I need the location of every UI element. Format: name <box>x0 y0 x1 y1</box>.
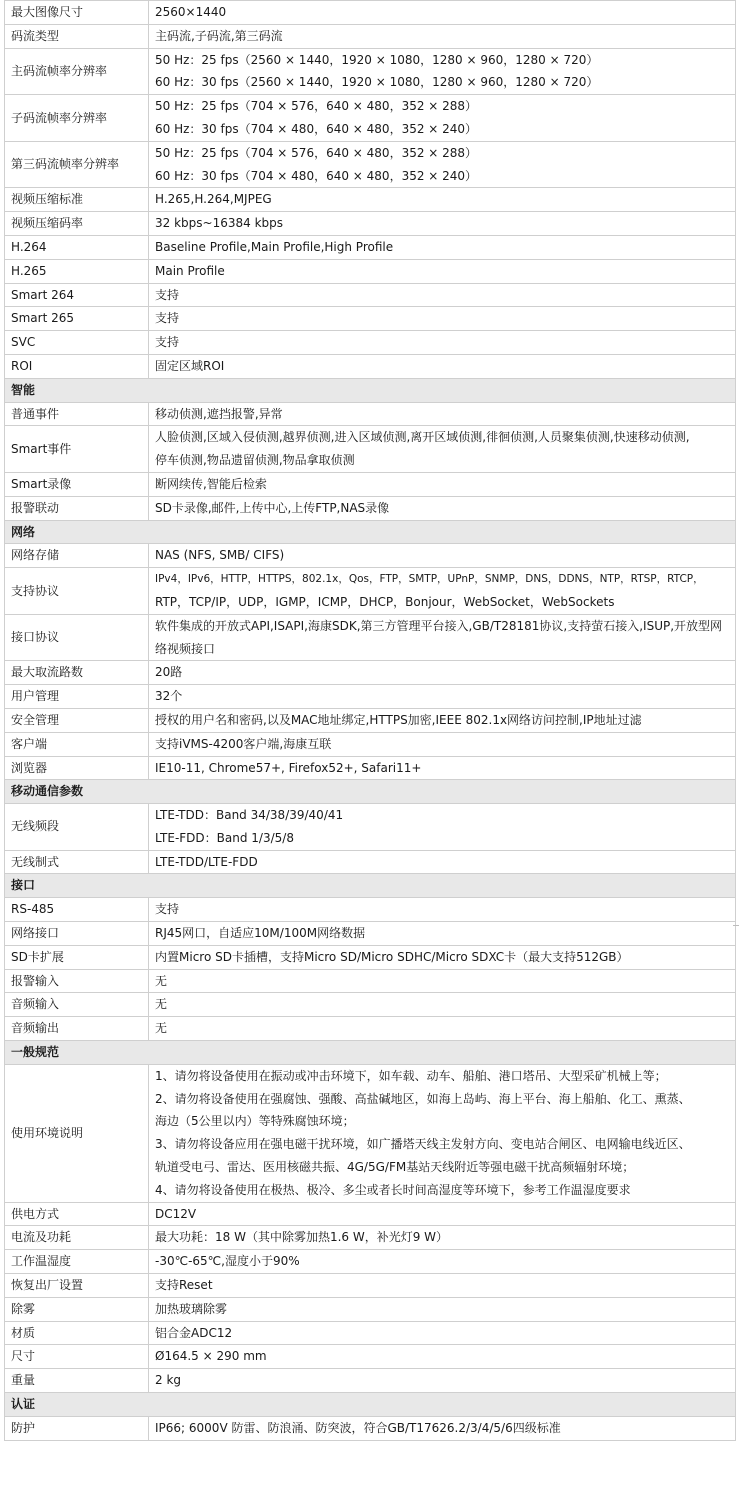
spec-key: 工作温湿度 <box>5 1250 149 1274</box>
spec-key: 重量 <box>5 1369 149 1393</box>
spec-row <box>5 1 736 25</box>
spec-value-line: LTE-FDD：Band 1/3/5/8 <box>155 830 294 845</box>
spec-row <box>5 685 736 709</box>
spec-row <box>5 1250 736 1274</box>
spec-key: 普通事件 <box>5 402 149 426</box>
spec-key: 浏览器 <box>5 756 149 780</box>
spec-row <box>5 898 736 922</box>
spec-value <box>149 1321 736 1345</box>
spec-row <box>5 945 736 969</box>
spec-row <box>5 1345 736 1369</box>
spec-value <box>149 402 736 426</box>
spec-value <box>149 1064 736 1202</box>
section-title: 认证 <box>5 1393 736 1417</box>
spec-key: 防护 <box>5 1416 149 1440</box>
spec-key: 电流及功耗 <box>5 1226 149 1250</box>
spec-value-line: 轨道受电弓、雷达、医用核磁共振、4G/5G/FM基站天线附近等强电磁干扰高频辐射环境； <box>155 1160 635 1175</box>
spec-row <box>5 732 736 756</box>
spec-key: 无线频段 <box>5 804 149 851</box>
spec-row <box>5 661 736 685</box>
spec-row <box>5 993 736 1017</box>
spec-value-line: 支持 <box>155 311 180 326</box>
spec-value <box>149 307 736 331</box>
spec-row <box>5 614 736 661</box>
spec-row <box>5 1274 736 1298</box>
spec-value <box>149 945 736 969</box>
spec-value-line: IPv4，IPv6，HTTP，HTTPS，802.1x，Qos，FTP，SMTP，UPnP，SNMP，DNS，DDNS，NTP，RTSP，RTCP， <box>155 573 704 586</box>
spec-key: 视频压缩码率 <box>5 212 149 236</box>
spec-value <box>149 1297 736 1321</box>
spec-value-line: 主码流,子码流,第三码流 <box>155 28 283 43</box>
spec-value-line: IP66; 6000V 防雷、防浪涌、防突波，符合GB/T17626.2/3/4/5/6四级标准 <box>155 1420 561 1435</box>
spec-key: SVC <box>5 331 149 355</box>
spec-value-line: 海边（5公里以内）等特殊腐蚀环境； <box>155 1114 355 1129</box>
spec-row <box>5 850 736 874</box>
spec-value <box>149 685 736 709</box>
spec-key: 最大取流路数 <box>5 661 149 685</box>
spec-key: 音频输入 <box>5 993 149 1017</box>
spec-key: 材质 <box>5 1321 149 1345</box>
spec-value <box>149 1274 736 1298</box>
section-header-row <box>5 874 736 898</box>
spec-value-line: 60 Hz：30 fps（704 × 480，640 × 480，352 × 240） <box>155 168 478 183</box>
spec-row <box>5 708 736 732</box>
spec-row <box>5 1369 736 1393</box>
spec-row <box>5 1202 736 1226</box>
spec-value-line: Ø164.5 × 290 mm <box>155 1349 267 1364</box>
spec-value <box>149 898 736 922</box>
spec-value-line: RTP，TCP/IP，UDP，IGMP，ICMP，DHCP，Bonjour，WebSocket，WebSockets <box>155 594 615 609</box>
spec-value <box>149 993 736 1017</box>
spec-value-line: 支持 <box>155 902 180 917</box>
spec-key: Smart事件 <box>5 426 149 473</box>
spec-value <box>149 1226 736 1250</box>
spec-key: 供电方式 <box>5 1202 149 1226</box>
section-title: 接口 <box>5 874 736 898</box>
spec-value-line: 支持 <box>155 335 180 350</box>
spec-row <box>5 283 736 307</box>
spec-value-line: LTE-TDD/LTE-FDD <box>155 854 258 869</box>
spec-value <box>149 1345 736 1369</box>
spec-value <box>149 235 736 259</box>
spec-key: 最大图像尺寸 <box>5 1 149 25</box>
spec-key: 无线制式 <box>5 850 149 874</box>
spec-key: 使用环境说明 <box>5 1064 149 1202</box>
spec-value <box>149 496 736 520</box>
spec-row <box>5 212 736 236</box>
section-title: 智能 <box>5 378 736 402</box>
spec-value <box>149 1017 736 1041</box>
spec-value-line: 固定区域ROI <box>155 358 225 373</box>
section-title: 网络 <box>5 520 736 544</box>
spec-key: 网络接口 <box>5 922 149 946</box>
spec-value <box>149 1202 736 1226</box>
spec-key: 恢复出厂设置 <box>5 1274 149 1298</box>
spec-value-line: 1、请勿将设备使用在振动或冲击环境下，如车载、动车、船舶、港口塔吊、大型采矿机械上等； <box>155 1068 667 1083</box>
spec-table <box>4 0 736 1441</box>
spec-row <box>5 426 736 473</box>
spec-row <box>5 1297 736 1321</box>
spec-value-line: 32 kbps~16384 kbps <box>155 216 283 231</box>
spec-value-line: 最大功耗：18 W（其中除雾加热1.6 W，补光灯9 W） <box>155 1230 449 1245</box>
spec-row <box>5 188 736 212</box>
spec-value <box>149 212 736 236</box>
spec-key: H.264 <box>5 235 149 259</box>
spec-key: SD卡扩展 <box>5 945 149 969</box>
spec-row <box>5 1017 736 1041</box>
spec-key: 网络存储 <box>5 544 149 568</box>
spec-value <box>149 732 736 756</box>
spec-value-line: 50 Hz：25 fps（704 × 576，640 × 480，352 × 288） <box>155 99 478 114</box>
section-header-row <box>5 378 736 402</box>
spec-key: ROI <box>5 354 149 378</box>
spec-key: 视频压缩标准 <box>5 188 149 212</box>
spec-key: 报警联动 <box>5 496 149 520</box>
spec-key: Smart 265 <box>5 307 149 331</box>
section-header-row <box>5 520 736 544</box>
spec-key: 主码流帧率分辨率 <box>5 48 149 95</box>
section-title: 移动通信参数 <box>5 780 736 804</box>
spec-value <box>149 1416 736 1440</box>
spec-value <box>149 756 736 780</box>
spec-value <box>149 1 736 25</box>
spec-row <box>5 235 736 259</box>
spec-value-line: 停车侦测,物品遗留侦测,物品拿取侦测 <box>155 453 355 468</box>
spec-value-line: Main Profile <box>155 263 225 278</box>
spec-value-line: 无 <box>155 1021 168 1036</box>
spec-row <box>5 969 736 993</box>
spec-value-line: 移动侦测,遮挡报警,异常 <box>155 406 283 421</box>
spec-key: 用户管理 <box>5 685 149 709</box>
spec-value <box>149 1369 736 1393</box>
spec-value-line: 2 kg <box>155 1373 182 1388</box>
spec-row <box>5 756 736 780</box>
spec-row <box>5 544 736 568</box>
section-header-row <box>5 1393 736 1417</box>
spec-row <box>5 472 736 496</box>
spec-row <box>5 141 736 188</box>
spec-value-line: 加热玻璃除雾 <box>155 1301 228 1316</box>
spec-value <box>149 331 736 355</box>
spec-value <box>149 354 736 378</box>
spec-value-line: 软件集成的开放式API,ISAPI,海康SDK,第三方管理平台接入,GB/T28181协议,支持萤石接入,ISUP,开放型网 <box>155 618 723 633</box>
spec-value <box>149 426 736 473</box>
spec-value <box>149 568 736 615</box>
section-title: 一般规范 <box>5 1041 736 1065</box>
spec-value <box>149 283 736 307</box>
spec-value <box>149 969 736 993</box>
spec-value-line: 4、请勿将设备使用在极热、极冷、多尘或者长时间高湿度等环境下，参考工作温湿度要求 <box>155 1182 631 1197</box>
spec-row <box>5 1416 736 1440</box>
spec-row <box>5 1321 736 1345</box>
spec-value <box>149 24 736 48</box>
spec-key: 安全管理 <box>5 708 149 732</box>
spec-value-line: Baseline Profile,Main Profile,High Profile <box>155 239 394 254</box>
spec-value-line: 50 Hz：25 fps（2560 × 1440，1920 × 1080，1280 × 960，1280 × 720） <box>155 52 599 67</box>
spec-value <box>149 614 736 661</box>
spec-value-line: 60 Hz：30 fps（704 × 480，640 × 480，352 × 240） <box>155 121 478 136</box>
spec-row <box>5 95 736 142</box>
spec-value-line: NAS (NFS, SMB/ CIFS) <box>155 548 285 563</box>
spec-value-line: DC12V <box>155 1206 197 1221</box>
spec-value-line: 50 Hz：25 fps（704 × 576，640 × 480，352 × 288） <box>155 145 478 160</box>
spec-value <box>149 708 736 732</box>
spec-key: Smart 264 <box>5 283 149 307</box>
spec-value <box>149 472 736 496</box>
spec-value-line: H.265,H.264,MJPEG <box>155 192 272 207</box>
spec-value <box>149 661 736 685</box>
spec-key: 码流类型 <box>5 24 149 48</box>
spec-value <box>149 544 736 568</box>
spec-value-line: 3、请勿将设备应用在强电磁干扰环境，如广播塔天线主发射方向、变电站合闸区、电网输电线近区、 <box>155 1137 691 1152</box>
spec-value-line: 60 Hz：30 fps（2560 × 1440，1920 × 1080，1280 × 960，1280 × 720） <box>155 75 599 90</box>
spec-key: 支持协议 <box>5 568 149 615</box>
spec-value <box>149 850 736 874</box>
spec-value-line: 支持 <box>155 287 180 302</box>
spec-value-line: 2、请勿将设备使用在强腐蚀、强酸、高盐碱地区，如海上岛屿、海上平台、海上船舶、化工、熏蒸、 <box>155 1091 691 1106</box>
spec-key: Smart录像 <box>5 472 149 496</box>
spec-value <box>149 922 736 946</box>
spec-row <box>5 1226 736 1250</box>
spec-value <box>149 48 736 95</box>
spec-key: RS-485 <box>5 898 149 922</box>
spec-row <box>5 307 736 331</box>
spec-key: H.265 <box>5 259 149 283</box>
spec-value-line: 支持iVMS-4200客户端,海康互联 <box>155 736 332 751</box>
spec-key: 尺寸 <box>5 1345 149 1369</box>
spec-value-line: 无 <box>155 997 168 1012</box>
spec-value <box>149 259 736 283</box>
spec-value <box>149 141 736 188</box>
spec-value <box>149 95 736 142</box>
spec-value <box>149 1250 736 1274</box>
spec-row <box>5 48 736 95</box>
spec-row <box>5 804 736 851</box>
spec-value-line: 20路 <box>155 665 183 680</box>
spec-value-line: 2560×1440 <box>155 5 227 19</box>
spec-value-line: SD卡录像,邮件,上传中心,上传FTP,NAS录像 <box>155 500 390 515</box>
spec-value-line: 断网续传,智能后检索 <box>155 476 267 491</box>
spec-row <box>5 1064 736 1202</box>
spec-key: 除雾 <box>5 1297 149 1321</box>
section-header-row <box>5 1041 736 1065</box>
spec-value-line: LTE-TDD：Band 34/38/39/40/41 <box>155 808 344 823</box>
spec-value-line: 支持Reset <box>155 1278 213 1293</box>
spec-value <box>149 188 736 212</box>
spec-key: 子码流帧率分辨率 <box>5 95 149 142</box>
spec-key: 报警输入 <box>5 969 149 993</box>
spec-value-line: RJ45网口，自适应10M/100M网络数据 <box>155 926 366 941</box>
spec-table-body <box>5 1 736 1441</box>
spec-value-line: 人脸侦测,区域入侵侦测,越界侦测,进入区域侦测,离开区域侦测,徘徊侦测,人员聚集侦测,快速移动侦测, <box>155 430 690 445</box>
spec-row <box>5 331 736 355</box>
spec-value-line: 络视频接口 <box>155 641 216 656</box>
spec-row <box>5 568 736 615</box>
section-header-row <box>5 780 736 804</box>
spec-value-line: -30℃-65℃,湿度小于90% <box>155 1254 300 1269</box>
edge-mark <box>733 925 739 926</box>
spec-row <box>5 24 736 48</box>
spec-row <box>5 354 736 378</box>
spec-value-line: 无 <box>155 973 168 988</box>
spec-row <box>5 922 736 946</box>
spec-key: 音频输出 <box>5 1017 149 1041</box>
spec-value <box>149 804 736 851</box>
spec-key: 客户端 <box>5 732 149 756</box>
spec-row <box>5 496 736 520</box>
spec-key: 第三码流帧率分辨率 <box>5 141 149 188</box>
spec-value-line: 铝合金ADC12 <box>155 1325 233 1340</box>
spec-value-line: IE10-11, Chrome57+, Firefox52+, Safari11+ <box>155 760 422 775</box>
spec-value-line: 32个 <box>155 689 183 704</box>
spec-value-line: 授权的用户名和密码,以及MAC地址绑定,HTTPS加密,IEEE 802.1x网络访问控制,IP地址过滤 <box>155 712 642 727</box>
spec-row <box>5 402 736 426</box>
spec-row <box>5 259 736 283</box>
spec-key: 接口协议 <box>5 614 149 661</box>
spec-value-line: 内置Micro SD卡插槽，支持Micro SD/Micro SDHC/Micro SDXC卡（最大支持512GB） <box>155 949 629 964</box>
